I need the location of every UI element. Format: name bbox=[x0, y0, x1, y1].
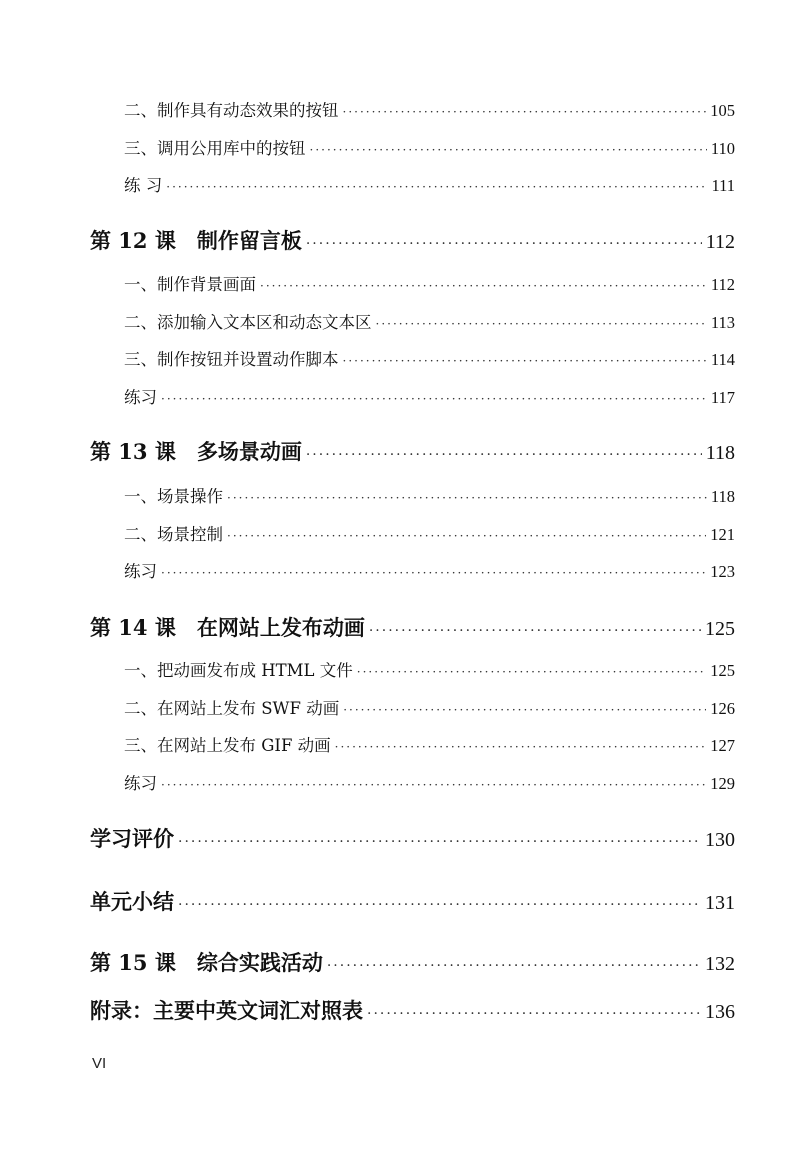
toc-entry-page: 129 bbox=[710, 774, 735, 793]
toc-entry[interactable] bbox=[124, 135, 735, 159]
dot-leader bbox=[227, 491, 707, 505]
dot-leader bbox=[161, 778, 706, 792]
toc-chapter[interactable] bbox=[90, 612, 735, 642]
toc-entry-title: 练 习 bbox=[124, 176, 163, 195]
toc-entry-title: 一、场景操作 bbox=[124, 487, 223, 506]
dot-leader bbox=[161, 392, 707, 406]
toc-chapter-title: 学习评价 bbox=[90, 826, 174, 851]
toc-entry-title: 练习 bbox=[124, 388, 157, 407]
dot-leader bbox=[343, 703, 706, 717]
toc-chapter-title: 第 15 课 综合实践活动 bbox=[90, 950, 323, 975]
toc-entry-page: 105 bbox=[710, 101, 735, 120]
toc-entry-page: 117 bbox=[710, 388, 735, 407]
toc-entry[interactable] bbox=[124, 483, 735, 507]
dot-leader bbox=[357, 665, 707, 679]
toc-entry-page: 118 bbox=[710, 487, 735, 506]
toc-entry[interactable] bbox=[124, 657, 735, 681]
dot-leader bbox=[260, 279, 707, 293]
dot-leader bbox=[369, 623, 701, 639]
toc-entry-title: 练习 bbox=[124, 774, 157, 793]
dot-leader bbox=[367, 1006, 701, 1022]
toc-chapter[interactable] bbox=[90, 995, 735, 1025]
toc-entry[interactable] bbox=[124, 770, 735, 794]
dot-leader bbox=[306, 236, 702, 252]
toc-entry-page: 114 bbox=[710, 350, 735, 369]
toc-entry-page: 111 bbox=[711, 176, 735, 195]
toc-entry[interactable] bbox=[124, 732, 735, 756]
toc-chapter[interactable] bbox=[90, 436, 735, 466]
toc-chapter[interactable] bbox=[90, 823, 735, 853]
toc-chapter-title: 第 12 课 制作留言板 bbox=[90, 228, 302, 253]
toc-entry-title: 三、在网站上发布 GIF 动画 bbox=[124, 736, 331, 755]
dot-leader bbox=[166, 180, 707, 194]
toc-entry[interactable] bbox=[124, 271, 735, 295]
toc-entry-page: 121 bbox=[710, 525, 735, 544]
toc-entry[interactable] bbox=[124, 172, 735, 196]
dot-leader bbox=[178, 834, 701, 850]
toc-chapter[interactable] bbox=[90, 225, 735, 255]
toc-chapter[interactable] bbox=[90, 947, 735, 977]
toc-entry[interactable] bbox=[124, 384, 735, 408]
toc-entry-page: 126 bbox=[710, 699, 735, 718]
toc-chapter-page: 132 bbox=[705, 953, 735, 975]
toc-entry-title: 二、场景控制 bbox=[124, 525, 223, 544]
toc-entry-page: 125 bbox=[710, 661, 735, 680]
toc-entry-title: 二、添加输入文本区和动态文本区 bbox=[124, 313, 372, 332]
toc-entry[interactable] bbox=[124, 309, 735, 333]
dot-leader bbox=[227, 529, 706, 543]
dot-leader bbox=[335, 740, 707, 754]
toc-chapter-page: 112 bbox=[705, 231, 735, 253]
toc-entry[interactable] bbox=[124, 521, 735, 545]
toc-entry-page: 112 bbox=[710, 275, 735, 294]
dot-leader bbox=[376, 317, 707, 331]
toc-entry-title: 二、在网站上发布 SWF 动画 bbox=[124, 699, 340, 718]
toc-chapter-page: 130 bbox=[705, 829, 735, 851]
toc-entry-title: 一、把动画发布成 HTML 文件 bbox=[124, 661, 353, 680]
toc-chapter-title: 附录：主要中英文词汇对照表 bbox=[90, 998, 363, 1023]
page-number: VI bbox=[92, 1055, 107, 1072]
toc-entry-title: 练习 bbox=[124, 562, 157, 581]
dot-leader bbox=[178, 897, 701, 913]
toc-chapter-page: 136 bbox=[705, 1001, 735, 1023]
dot-leader bbox=[310, 143, 707, 157]
toc-entry-title: 三、制作按钮并设置动作脚本 bbox=[124, 350, 339, 369]
dot-leader bbox=[161, 566, 706, 580]
toc-chapter[interactable] bbox=[90, 886, 735, 916]
toc-entry-title: 一、制作背景画面 bbox=[124, 275, 256, 294]
toc-chapter-title: 单元小结 bbox=[90, 889, 174, 914]
toc-entry-page: 110 bbox=[710, 139, 735, 158]
toc-entry[interactable] bbox=[124, 695, 735, 719]
toc-entry[interactable] bbox=[124, 558, 735, 582]
toc-entry[interactable] bbox=[124, 346, 735, 370]
toc-entry-title: 二、制作具有动态效果的按钮 bbox=[124, 101, 339, 120]
toc-entry-title: 三、调用公用库中的按钮 bbox=[124, 139, 306, 158]
dot-leader bbox=[327, 958, 701, 974]
toc-chapter-title: 第 13 课 多场景动画 bbox=[90, 439, 302, 464]
toc-chapter-page: 118 bbox=[705, 442, 735, 464]
toc-entry-page: 113 bbox=[710, 313, 735, 332]
dot-leader bbox=[306, 447, 702, 463]
toc-chapter-page: 125 bbox=[705, 618, 735, 640]
dot-leader bbox=[343, 105, 707, 119]
dot-leader bbox=[343, 354, 707, 368]
toc-entry-page: 127 bbox=[710, 736, 735, 755]
toc-chapter-page: 131 bbox=[705, 892, 735, 914]
toc-chapter-title: 第 14 课 在网站上发布动画 bbox=[90, 615, 365, 640]
toc-entry[interactable] bbox=[124, 97, 735, 121]
toc-entry-page: 123 bbox=[710, 562, 735, 581]
